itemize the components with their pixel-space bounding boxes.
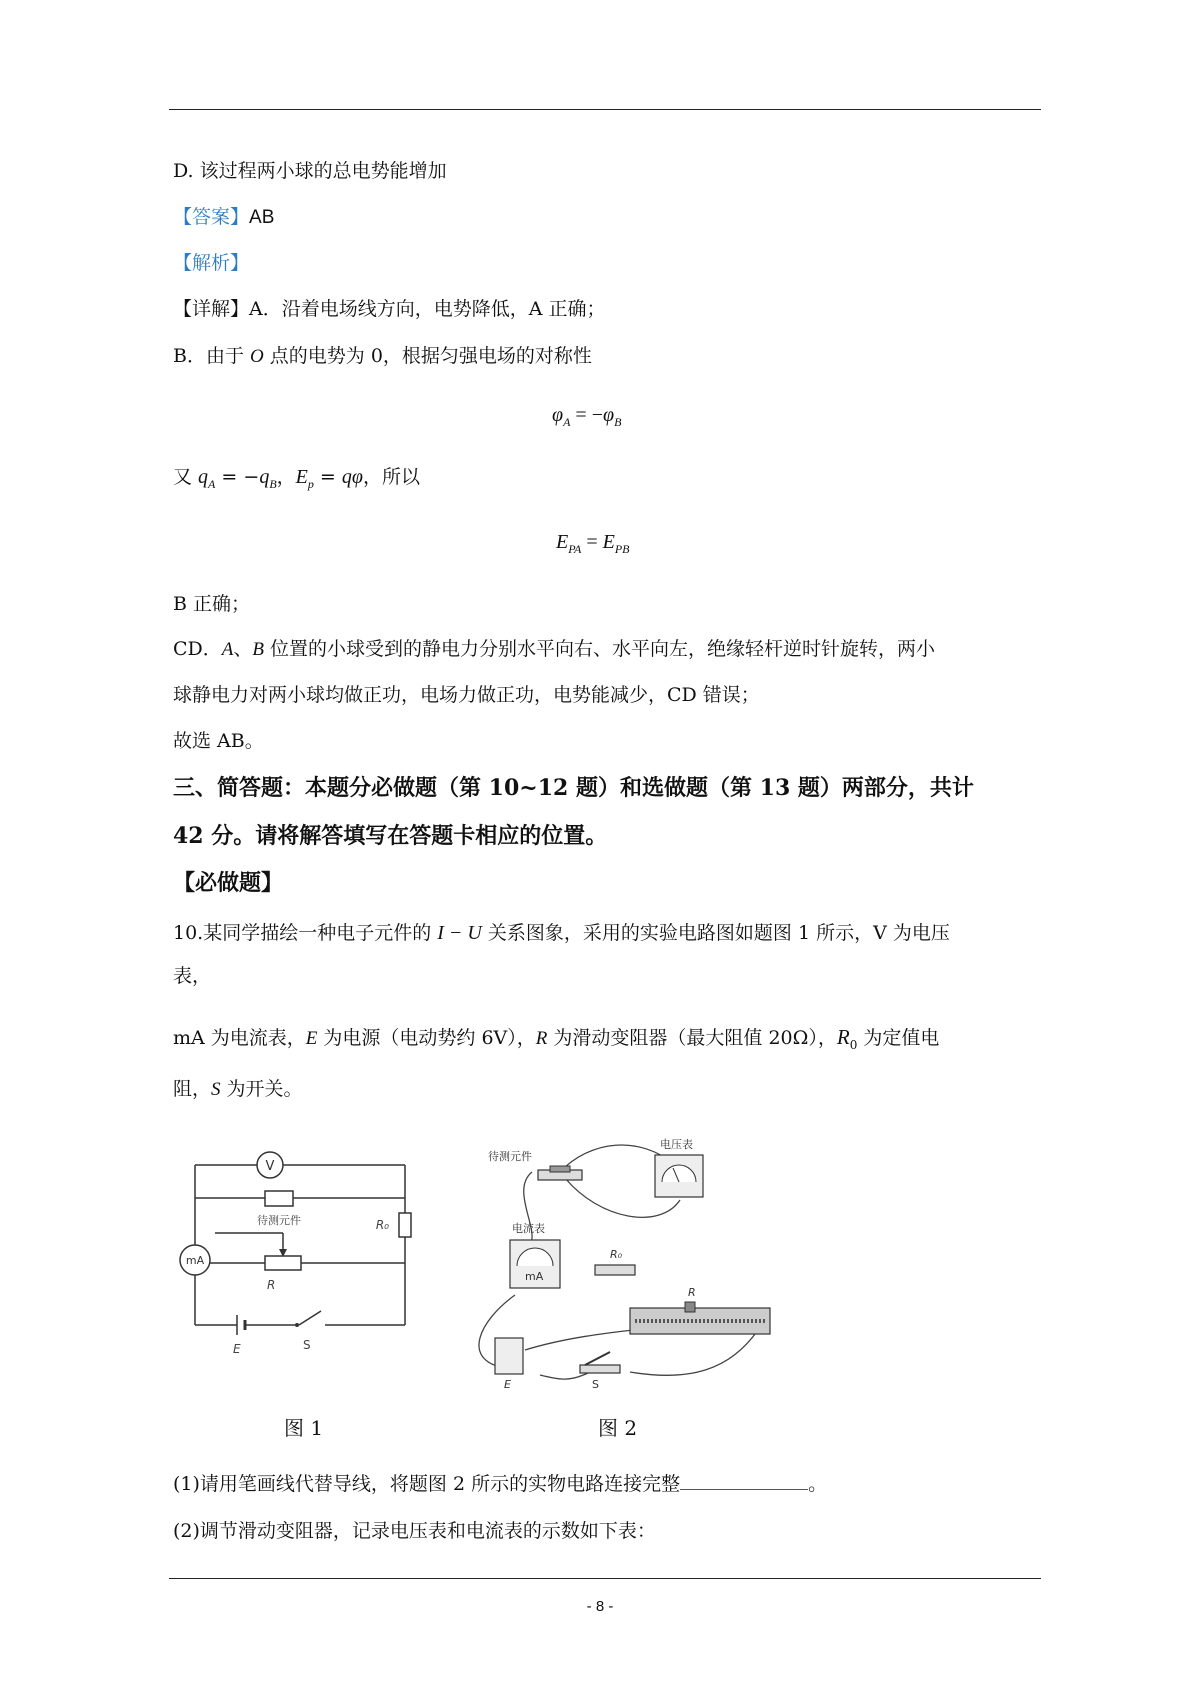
page-number: - 8 - [586,1598,614,1615]
eq1-op: = − [570,404,603,426]
r0-label: R₀ [375,1218,389,1232]
answer-label: 【答案】 [173,206,250,228]
q10-line1 [173,921,950,945]
wire-switch-to-rheostat [630,1330,758,1375]
eq2-lhs-sub: PA [568,542,582,556]
q10-var-r: R [535,1028,548,1049]
eq2-rhs: E [602,531,615,553]
ammeter-face: mA [525,1270,544,1283]
cd-pre: CD． [173,638,222,660]
b-correct: B 正确； [173,593,251,615]
cd-sep: 、 [233,638,253,660]
q10-pre: 10.某同学描绘一种电子元件的 [173,922,438,944]
q-a-sub: A [208,476,216,491]
circuit-diagram-figure-1 [175,1135,425,1355]
cd-rest: 位置的小球受到的静电力分别水平向右、水平向左，绝缘轻杆逆时针旋转，两小 [264,638,936,660]
eq2-op: = [581,531,603,553]
switch-blade [299,1311,321,1325]
ep-sub: p [307,476,314,491]
eq2-rhs-sub: PB [614,542,630,556]
ep-rhs: qφ [341,466,363,488]
ammeter-label: 电流表 [512,1222,545,1235]
also-suffix: ，所以 [362,466,420,488]
var-b: B [252,639,265,660]
battery-label: E [504,1378,511,1390]
q10-l3-d: 为定值电 [857,1027,940,1049]
q-a: q [198,466,209,488]
equation-potential [552,404,621,430]
q10-sub1-text: (1)请用笔画线代替导线，将题图 2 所示的实物电路连接完整 [173,1473,681,1495]
battery-label: E [233,1342,241,1355]
also-prefix: 又 [173,466,199,488]
figure-1-caption: 图 1 [284,1416,324,1440]
rheostat-slider [685,1302,695,1312]
q10-var-r0: R [836,1025,850,1049]
section3-line2: 42 分。请将解答填写在答题卡相应的位置。 [173,823,608,849]
eq2-lhs: E [556,531,569,553]
eq1-lhs-sub: A [563,415,571,429]
answer-line [173,206,274,230]
rheostat-label: R [688,1286,696,1299]
also-sep: ， [276,466,296,488]
answer-blank[interactable] [680,1473,808,1490]
q10-l3-c: 为滑动变阻器（最大阻值 20Ω）， [547,1027,837,1049]
switch-base [580,1365,620,1373]
q10-sub1-end: 。 [808,1473,828,1495]
conclusion: 故选 AB。 [173,730,264,752]
header-rule [169,109,1041,110]
r0-symbol [399,1213,411,1237]
eq1-rhs: φ [602,404,615,426]
detail-b-text-2: 点的电势为 0，根据匀强电场的对称性 [263,345,592,367]
voltmeter-label: 电压表 [660,1138,693,1151]
q-b: q [259,466,270,488]
q10-iu: I − U [437,922,482,944]
analysis-label: 【解析】 [173,252,250,274]
rheostat-label: R [267,1278,276,1292]
section3-line1: 三、简答题：本题分必做题（第 10~12 题）和选做题（第 13 题）两部分，共计 [173,775,974,801]
battery-body [495,1338,523,1374]
apparatus-figure-2 [470,1120,790,1390]
q10-var-e: E [305,1028,318,1049]
equation-energy [556,531,630,557]
detail-label: 【详解】 [173,298,250,320]
q10-sub1 [173,1473,827,1496]
eq1-rhs-sub: B [614,415,622,429]
q10-sub2: (2)调节滑动变阻器，记录电压表和电流表的示数如下表： [173,1520,656,1542]
answer-value: AB [249,207,275,228]
component-label: 待测元件 [257,1214,301,1227]
eq1-lhs: φ [552,404,564,426]
component-label: 待测元件 [488,1150,532,1163]
detail-b-line [173,345,592,369]
footer-rule [169,1578,1041,1579]
ammeter-label: mA [185,1254,205,1267]
component-symbol [265,1191,293,1206]
switch-lever [585,1352,610,1365]
q10-l4-a: 阻， [173,1078,212,1100]
q-b-sub: B [269,476,277,491]
required-label: 【必做题】 [173,870,284,896]
figure-2-caption: 图 2 [598,1416,638,1440]
rheostat-symbol [265,1256,301,1270]
component-body [550,1166,570,1172]
q10-post: 关系图象，采用的实验电路图如题图 1 所示，V 为电压 [481,922,950,944]
option-d: D. 该过程两小球的总电势能增加 [173,160,447,182]
cd-line-2: 球静电力对两小球均做正功，电场力做正功，电势能减少，CD 错误； [173,684,760,706]
also-line [173,465,420,491]
r0-label: R₀ [610,1248,623,1261]
cd-line-1 [173,638,935,662]
switch-pivot [295,1323,299,1327]
q10-line3 [173,1025,939,1052]
q10-l3-a: mA 为电流表， [173,1027,306,1049]
var-o: O [250,346,264,367]
ep-eq: = [313,466,342,488]
ep: E [295,466,308,488]
switch-label: S [592,1378,599,1390]
r0-resistor [595,1265,635,1275]
detail-b-text: B．由于 [173,345,251,367]
q10-line2: 表， [173,965,212,987]
q10-l3-b: 为电源（电动势约 6V）， [317,1027,536,1049]
detail-a-text: A．沿着电场线方向，电势降低，A 正确； [249,298,606,320]
voltmeter-label: V [265,1159,275,1174]
switch-label: S [303,1338,311,1352]
q10-var-r0-sub: 0 [849,1037,858,1052]
also-eq: = − [215,466,260,488]
detail-a-line [173,298,606,321]
q10-var-s: S [211,1079,221,1100]
var-a: A [221,639,234,660]
q10-l4-b: 为开关。 [220,1078,303,1100]
q10-line4 [173,1078,303,1102]
